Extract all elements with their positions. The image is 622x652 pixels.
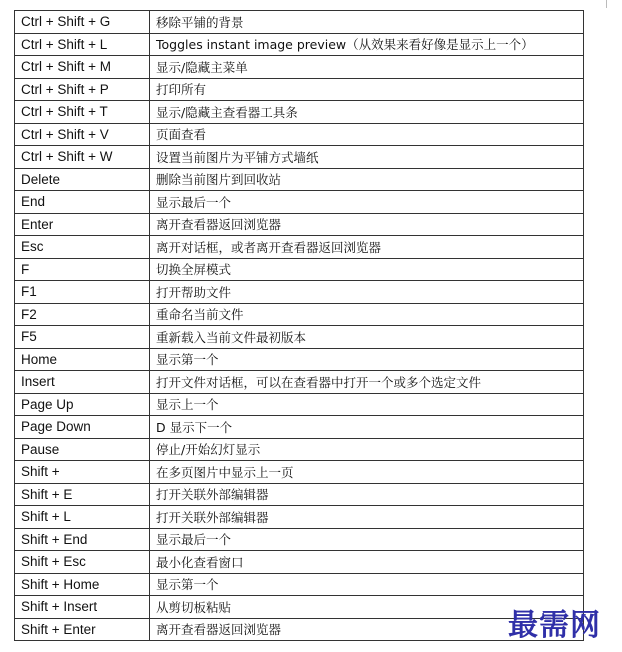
watermark-logo: 最需网 <box>508 608 601 643</box>
shortcut-key: F2 <box>15 303 150 326</box>
table-row <box>15 258 584 281</box>
shortcut-key: Esc <box>15 236 150 259</box>
table-row <box>15 573 584 596</box>
shortcut-key: Shift + L <box>15 506 150 529</box>
shortcut-key: Shift + End <box>15 528 150 551</box>
shortcut-description: 离开查看器返回浏览器 <box>150 618 584 641</box>
table-row <box>15 596 584 619</box>
table-row <box>15 56 584 79</box>
shortcut-description: 离开对话框，或者离开查看器返回浏览器 <box>150 236 584 259</box>
shortcut-description: D 显示下一个 <box>150 416 584 439</box>
shortcut-key: End <box>15 191 150 214</box>
shortcut-key: Pause <box>15 438 150 461</box>
shortcut-key: Home <box>15 348 150 371</box>
shortcut-key: Shift + <box>15 461 150 484</box>
table-row <box>15 506 584 529</box>
shortcut-key: Ctrl + Shift + T <box>15 101 150 124</box>
shortcut-description: Toggles instant image preview（从效果来看好像是显示上一个） <box>150 33 584 56</box>
table-row <box>15 326 584 349</box>
shortcut-key: Shift + E <box>15 483 150 506</box>
table-row <box>15 416 584 439</box>
table-row <box>15 371 584 394</box>
shortcut-key: Ctrl + Shift + M <box>15 56 150 79</box>
table-row <box>15 551 584 574</box>
shortcut-key: Page Up <box>15 393 150 416</box>
table-row <box>15 281 584 304</box>
table-row <box>15 213 584 236</box>
shortcut-description: 页面查看 <box>150 123 584 146</box>
shortcut-table-body <box>15 11 584 641</box>
table-row <box>15 393 584 416</box>
shortcut-key: Page Down <box>15 416 150 439</box>
table-row <box>15 33 584 56</box>
shortcut-description: 显示上一个 <box>150 393 584 416</box>
shortcut-description: 在多页图片中显示上一页 <box>150 461 584 484</box>
shortcut-description: 显示第一个 <box>150 573 584 596</box>
shortcut-key: Ctrl + Shift + P <box>15 78 150 101</box>
shortcut-description: 移除平铺的背景 <box>150 11 584 34</box>
table-row <box>15 11 584 34</box>
shortcut-description: 显示最后一个 <box>150 191 584 214</box>
table-row <box>15 348 584 371</box>
shortcut-key: Shift + Insert <box>15 596 150 619</box>
shortcut-key: F <box>15 258 150 281</box>
shortcut-description: 显示/隐藏主查看器工具条 <box>150 101 584 124</box>
shortcut-description: 从剪切板粘贴 <box>150 596 584 619</box>
table-row <box>15 168 584 191</box>
shortcut-key: Ctrl + Shift + V <box>15 123 150 146</box>
shortcut-description: 打开帮助文件 <box>150 281 584 304</box>
shortcut-key: F5 <box>15 326 150 349</box>
shortcut-key: Ctrl + Shift + G <box>15 11 150 34</box>
shortcut-key: Ctrl + Shift + L <box>15 33 150 56</box>
shortcut-key: Delete <box>15 168 150 191</box>
shortcut-description: 显示第一个 <box>150 348 584 371</box>
shortcut-description: 删除当前图片到回收站 <box>150 168 584 191</box>
table-row <box>15 101 584 124</box>
shortcut-key: Insert <box>15 371 150 394</box>
shortcut-description: 重新载入当前文件最初版本 <box>150 326 584 349</box>
shortcut-description: 切换全屏模式 <box>150 258 584 281</box>
shortcut-description: 打印所有 <box>150 78 584 101</box>
table-row <box>15 438 584 461</box>
shortcut-description: 设置当前图片为平铺方式墙纸 <box>150 146 584 169</box>
shortcut-key: Shift + Enter <box>15 618 150 641</box>
shortcut-key: Shift + Esc <box>15 551 150 574</box>
table-row <box>15 303 584 326</box>
table-row <box>15 78 584 101</box>
shortcut-key: Shift + Home <box>15 573 150 596</box>
page-corner-mark <box>606 0 607 8</box>
shortcut-description: 打开文件对话框，可以在查看器中打开一个或多个选定文件 <box>150 371 584 394</box>
table-row <box>15 191 584 214</box>
shortcut-description: 显示/隐藏主菜单 <box>150 56 584 79</box>
shortcut-description: 最小化查看窗口 <box>150 551 584 574</box>
table-row <box>15 123 584 146</box>
shortcut-table <box>14 10 584 641</box>
shortcut-key: Enter <box>15 213 150 236</box>
table-row <box>15 528 584 551</box>
shortcut-key: F1 <box>15 281 150 304</box>
table-row <box>15 483 584 506</box>
shortcut-description: 离开查看器返回浏览器 <box>150 213 584 236</box>
table-row <box>15 461 584 484</box>
shortcut-description: 停止/开始幻灯显示 <box>150 438 584 461</box>
shortcut-description: 打开关联外部编辑器 <box>150 506 584 529</box>
table-row <box>15 236 584 259</box>
table-row <box>15 618 584 641</box>
table-row <box>15 146 584 169</box>
shortcut-description: 显示最后一个 <box>150 528 584 551</box>
shortcut-description: 重命名当前文件 <box>150 303 584 326</box>
shortcut-description: 打开关联外部编辑器 <box>150 483 584 506</box>
shortcut-key: Ctrl + Shift + W <box>15 146 150 169</box>
